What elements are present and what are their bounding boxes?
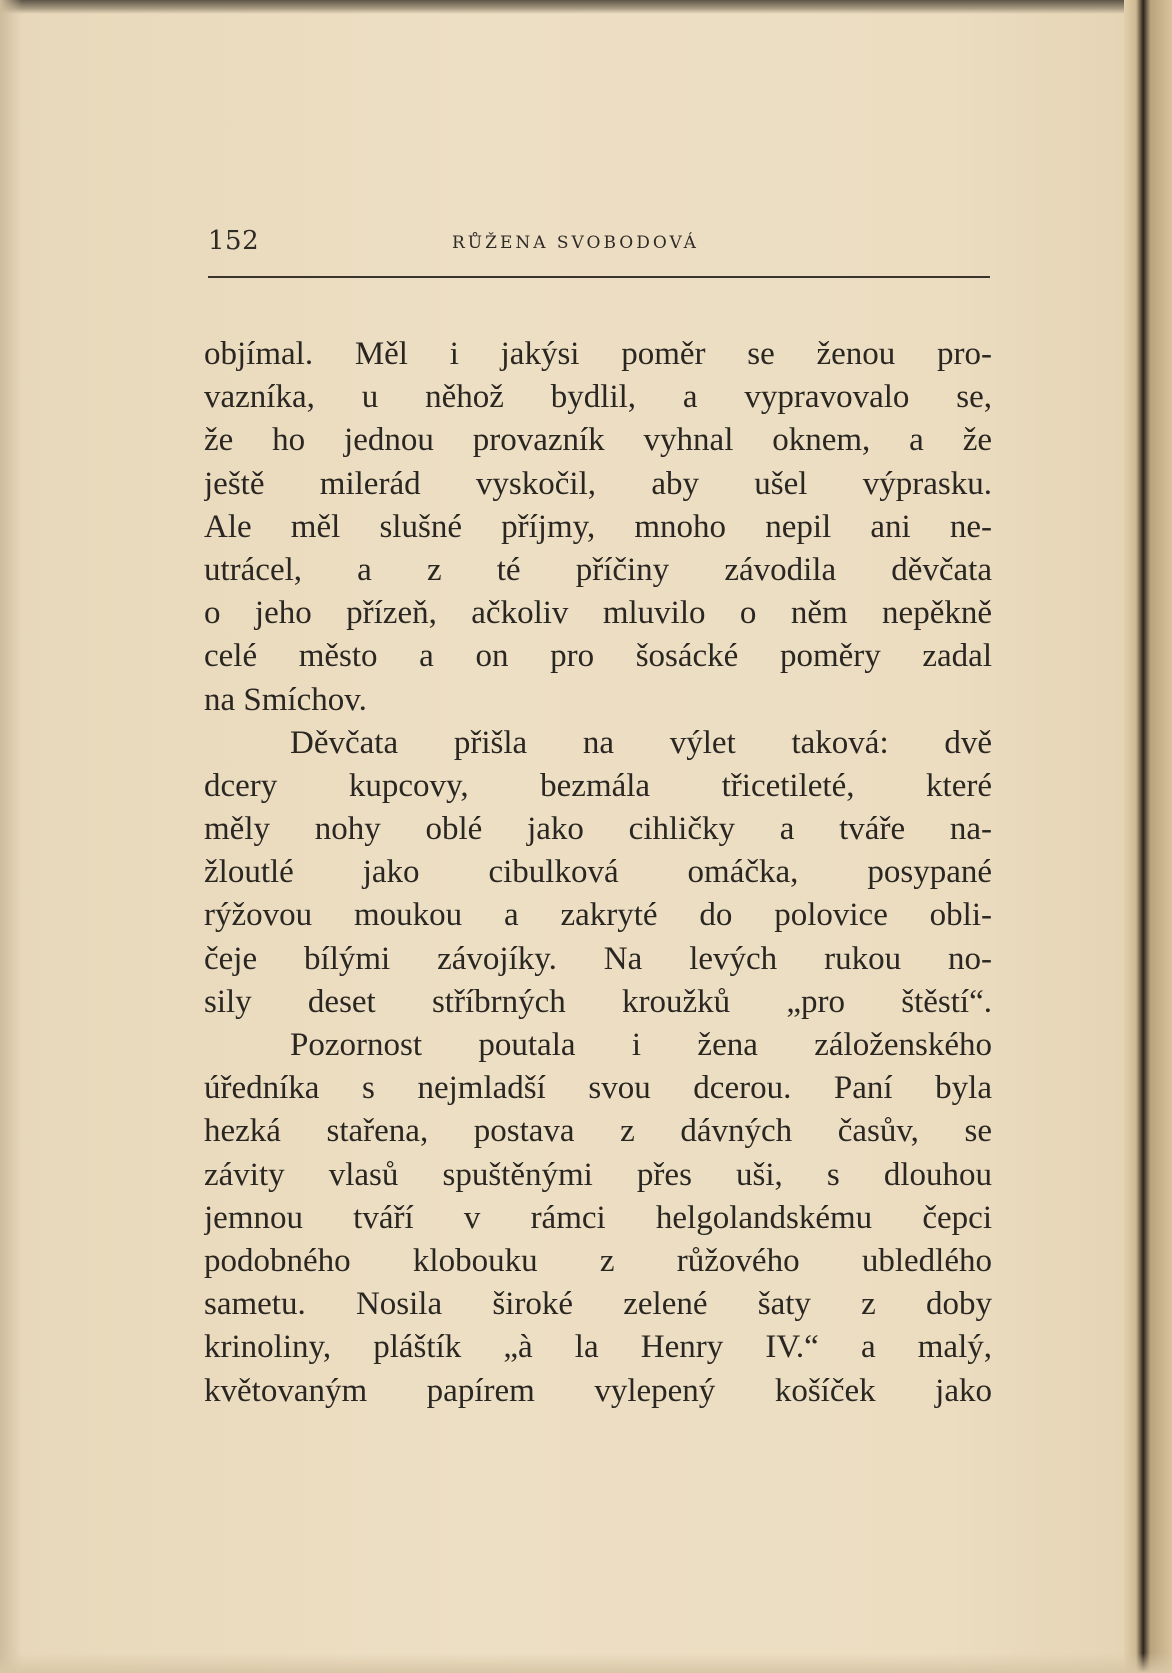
text-line: úředníka s nejmladší svou dcerou. Paní byla bbox=[204, 1070, 992, 1107]
text-line: objímal. Měl i jakýsi poměr se ženou pro- bbox=[204, 336, 992, 372]
paragraph-end-line: na Smíchov. bbox=[204, 681, 367, 718]
text-line: sametu. Nosila široké zelené šaty z doby bbox=[204, 1286, 992, 1323]
body-text bbox=[204, 333, 992, 1413]
text-line: vazníka, u něhož bydlil, a vypravovalo se, bbox=[204, 379, 992, 416]
text-line: utrácel, a z té příčiny závodila děvčata bbox=[204, 551, 992, 588]
text-line: krinoliny, pláštík „à la Henry IV.“ a malý, bbox=[204, 1329, 992, 1366]
paragraph-start-line: Děvčata přišla na výlet taková: dvě bbox=[290, 724, 992, 761]
header-rule bbox=[208, 276, 990, 278]
text-line: měly nohy oblé jako cihličky a tváře na- bbox=[204, 811, 992, 848]
scan-left-shadow bbox=[0, 0, 22, 1673]
text-line: žloutlé jako cibulková omáčka, posypané bbox=[204, 854, 992, 891]
text-line: o jeho přízeň, ačkoliv mluvilo o něm nepěkně bbox=[204, 595, 992, 632]
paragraph-start-line: Pozornost poutala i žena záloženského bbox=[290, 1027, 992, 1063]
text-line: jemnou tváří v rámci helgolandskému čepci bbox=[204, 1199, 992, 1236]
text-line: květovaným papírem vylepený košíček jako bbox=[204, 1372, 992, 1409]
scan-top-shadow bbox=[0, 0, 1172, 14]
page-header bbox=[208, 222, 990, 262]
running-head: RŮŽENA SVOBODOVÁ bbox=[452, 233, 699, 253]
text-line: podobného klobouku z růžového ubledlého bbox=[204, 1242, 992, 1279]
paragraph-end-line: sily deset stříbrných kroužků „pro štěstí“. bbox=[204, 983, 992, 1020]
text-line: rýžovou moukou a zakryté do polovice obli- bbox=[204, 897, 992, 934]
text-line: dcery kupcovy, bezmála třicetileté, které bbox=[204, 767, 992, 804]
scan-bottom-shade bbox=[0, 1653, 1172, 1673]
text-line: ještě milerád vyskočil, aby ušel výprasku. bbox=[204, 465, 992, 502]
text-line: hezká stařena, postava z dávných časův, se bbox=[204, 1113, 992, 1150]
text-line: Ale měl slušné příjmy, mnoho nepil ani ne- bbox=[204, 508, 992, 545]
text-line: čeje bílými závojíky. Na levých rukou no- bbox=[204, 940, 992, 977]
book-spine-edge bbox=[1124, 0, 1172, 1673]
page-number: 152 bbox=[208, 226, 260, 256]
text-line: závity vlasů spuštěnými přes uši, s dlouhou bbox=[204, 1156, 992, 1193]
text-line: že ho jednou provazník vyhnal oknem, a že bbox=[204, 422, 992, 459]
text-line: celé město a on pro šosácké poměry zadal bbox=[204, 638, 992, 675]
